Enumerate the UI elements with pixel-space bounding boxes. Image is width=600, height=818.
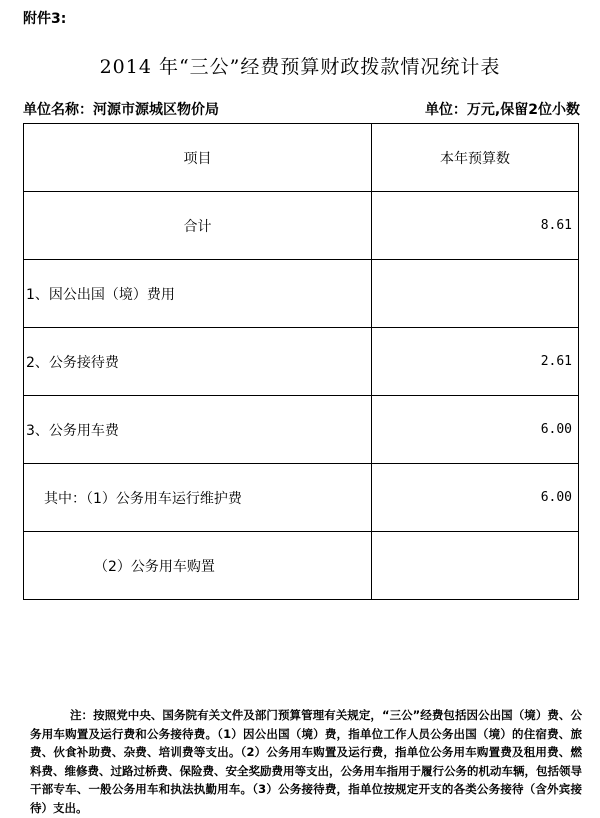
table-row-reception <box>24 328 579 396</box>
row-value <box>372 532 579 600</box>
unit-name: 单位名称：河源市源城区物价局 <box>23 102 219 118</box>
unit-info: 单位：万元,保留2位小数 <box>424 102 580 118</box>
table-row-overseas <box>24 260 579 328</box>
row-value: 8.61 <box>372 192 579 260</box>
page-title: 2014 年“三公”经费预算财政拨款情况统计表 <box>99 56 501 78</box>
row-item-label: 其中：（1）公务用车运行维护费 <box>24 464 372 532</box>
row-item-label: 1、因公出国（境）费用 <box>24 260 372 328</box>
row-value: 6.00 <box>372 396 579 464</box>
footnote: 注：按照党中央、国务院有关文件及部门预算管理有关规定，“三公”经费包括因公出国（境）费、公务用车购置及运行费和公务接待费。（1）因公出国（境）费，指单位工作人员公务出国（境）的住宿费、旅费、伙食补助费、杂费、培训费等支出。（2）公务用车购置及运行费，指单位公务用车购置费及租用费、燃料费、维修费、过路过桥费、保险费、安全奖励费用等支出，公务用车指用于履行公务的机动车辆，包括领导干部专车、一般公务用车和执法执勤用车。（3）公务接待费，指单位按规定开支的各类公务接待（含外宾接待）支出。 <box>30 708 582 815</box>
table-row-vehicle-purchase <box>24 532 579 600</box>
table-row-vehicle-operation <box>24 464 579 532</box>
column-header-budget: 本年预算数 <box>372 124 579 192</box>
row-item-label: 2、公务接待费 <box>24 328 372 396</box>
table-header-row <box>24 124 579 192</box>
attachment-label: 附件3: <box>23 11 67 27</box>
row-value <box>372 260 579 328</box>
row-item-label: （2）公务用车购置 <box>24 532 372 600</box>
table-row-total <box>24 192 579 260</box>
row-value: 6.00 <box>372 464 579 532</box>
row-item-label: 3、公务用车费 <box>24 396 372 464</box>
table-row-vehicle <box>24 396 579 464</box>
row-item-label: 合计 <box>24 192 372 260</box>
column-header-item: 项目 <box>24 124 372 192</box>
row-value: 2.61 <box>372 328 579 396</box>
budget-table <box>23 123 579 600</box>
